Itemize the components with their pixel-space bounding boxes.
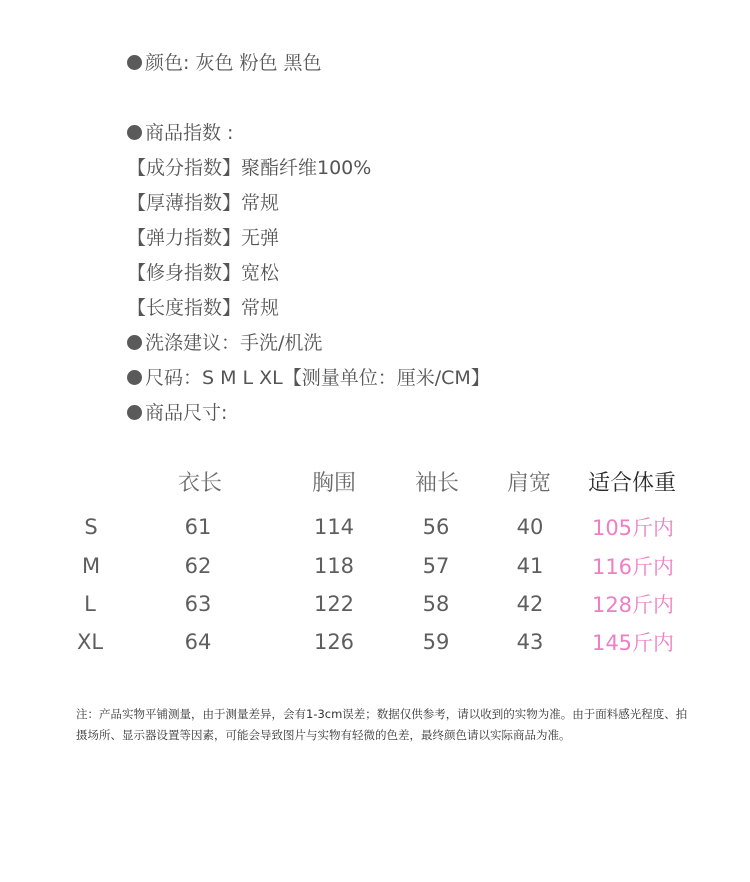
sizes-text: 尺码：S M L XL【测量单位：厘米/CM】: [145, 367, 490, 389]
row-size: XL: [76, 630, 104, 654]
cell-shoulder: 42: [516, 592, 544, 616]
cell-sleeve: 57: [422, 554, 450, 578]
row-size: S: [84, 515, 98, 539]
fit-line: 【修身指数】宽松: [127, 262, 280, 284]
cell-shoulder: 40: [516, 515, 544, 539]
cell-weight: 116斤内: [591, 555, 675, 579]
cell-chest: 122: [313, 592, 355, 616]
row-size: M: [81, 554, 101, 578]
size-title-line: [127, 401, 227, 425]
cell-chest: 118: [313, 554, 355, 578]
row-size: L: [84, 592, 96, 616]
cell-chest: 114: [313, 515, 355, 539]
bullet-icon: [127, 335, 142, 350]
index-title-line: [127, 121, 233, 145]
elasticity-line: 【弹力指数】无弹: [127, 227, 280, 249]
header-chest: 胸围: [311, 471, 357, 496]
cell-shoulder: 43: [516, 630, 544, 654]
header-weight: 适合体重: [587, 471, 677, 496]
bullet-icon: [127, 370, 142, 385]
washing-text: 洗涤建议：手洗/机洗: [145, 332, 323, 354]
cell-weight: 145斤内: [591, 631, 675, 655]
sizes-line: [127, 366, 490, 390]
measurement-note: 注：产品实物平铺测量，由于测量差异，会有1-3cm误差；数据仅供参考，请以收到的实物为准。由于面料感光程度、拍摄场所、显示器设置等因素，可能会导致图片与实物有轻微的色差，最终颜色请以实际商品为准。: [76, 707, 688, 742]
header-shoulder: 肩宽: [506, 471, 552, 496]
washing-line: [127, 331, 322, 355]
cell-chest: 126: [313, 630, 355, 654]
bullet-icon: [127, 55, 142, 70]
size-title: 商品尺寸:: [145, 402, 228, 424]
cell-length: 64: [184, 630, 212, 654]
cell-sleeve: 56: [422, 515, 450, 539]
color-text: 颜色: 灰色 粉色 黑色: [145, 52, 322, 74]
composition-line: 【成分指数】聚酯纤维100%: [127, 157, 372, 179]
cell-sleeve: 59: [422, 630, 450, 654]
length-line: 【长度指数】常规: [127, 297, 280, 319]
cell-weight: 105斤内: [591, 516, 675, 540]
bullet-icon: [127, 405, 142, 420]
header-length: 衣长: [177, 471, 223, 496]
cell-shoulder: 41: [516, 554, 544, 578]
cell-sleeve: 58: [422, 592, 450, 616]
cell-length: 63: [184, 592, 212, 616]
index-title: 商品指数 :: [145, 122, 234, 144]
cell-length: 62: [184, 554, 212, 578]
cell-weight: 128斤内: [591, 593, 675, 617]
cell-length: 61: [184, 515, 212, 539]
bullet-icon: [127, 125, 142, 140]
color-line: [127, 51, 322, 75]
header-sleeve: 袖长: [414, 471, 460, 496]
thickness-line: 【厚薄指数】常规: [127, 192, 280, 214]
